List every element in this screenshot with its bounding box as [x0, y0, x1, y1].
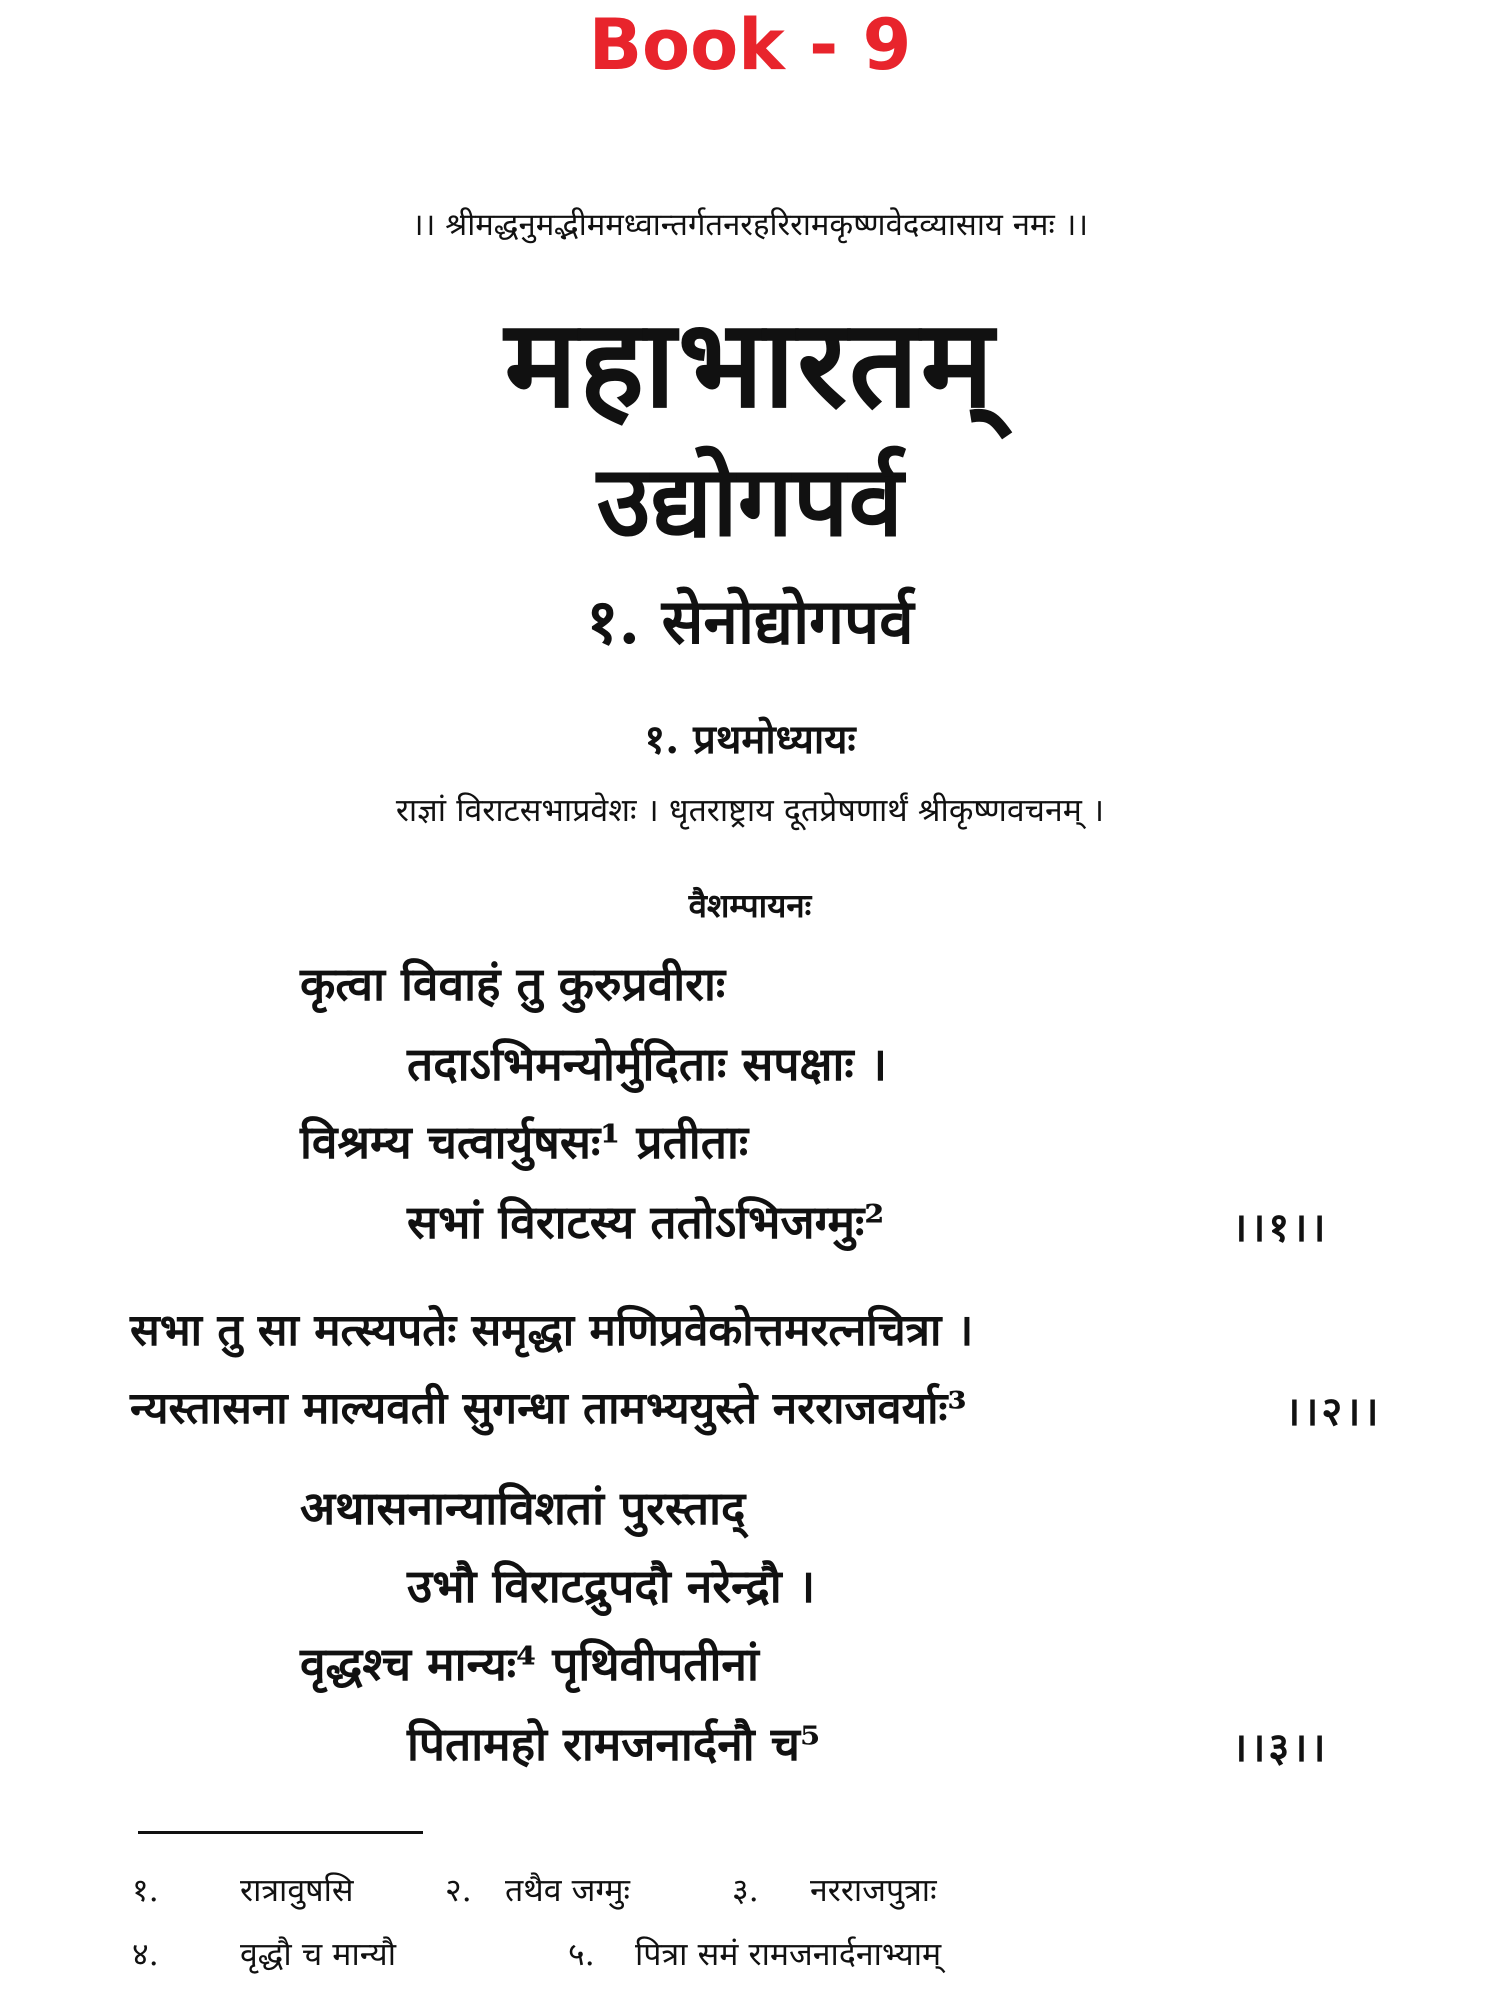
footnote-1-number: १.	[132, 1871, 159, 1909]
verse-1-line-2: तदाऽभिमन्योर्मुदिताः सपक्षाः ।	[407, 1037, 888, 1091]
book-label: Book - 9	[588, 4, 912, 86]
verse-1-line-3: विश्रम्य चत्वार्युषसः¹ प्रतीताः	[300, 1115, 749, 1169]
verse-1-line-4: सभां विराटस्य ततोऽभिजग्मुः²	[407, 1195, 885, 1249]
verse-3-line-1: अथासनान्याविशतां पुरस्ताद्	[300, 1481, 746, 1535]
section-title: १. सेनोद्योगपर्व	[586, 585, 914, 658]
footnote-4-number: ४.	[132, 1935, 159, 1973]
footnote-3-number: ३.	[732, 1871, 759, 1909]
speaker-name: वैशम्पायनः	[688, 886, 812, 925]
footnote-3-text: नरराजपुत्राः	[810, 1871, 937, 1909]
verse-3-line-4: पितामहो रामजनार्दनौ च⁵	[407, 1717, 821, 1771]
verse-3-number: ।।३।।	[1232, 1724, 1329, 1771]
verse-2-number: ।।२।।	[1285, 1388, 1382, 1435]
footnote-5-number: ५.	[568, 1935, 595, 1973]
verse-1-number: ।।१।।	[1232, 1204, 1329, 1251]
footnote-2-number: २.	[445, 1871, 472, 1909]
verse-1-line-1: कृत्वा विवाहं तु कुरुप्रवीराः	[300, 957, 726, 1011]
sub-title: उद्योगपर्व	[596, 444, 904, 559]
invocation-line: ।। श्रीमद्धनुमद्भीममध्वान्तर्गतनरहरिरामकृष्णवेदव्यासाय नमः ।।	[411, 207, 1089, 243]
footnote-1-text: रात्रावुषसि	[240, 1871, 354, 1909]
footnote-5-text: पित्रा समं रामजनार्दनाभ्याम्	[635, 1935, 942, 1973]
verse-3-line-2: उभौ विराटद्रुपदौ नरेन्द्रौ ।	[407, 1559, 816, 1613]
main-title: महाभारतम्	[504, 291, 996, 435]
footnote-4-text: वृद्धौ च मान्यौ	[240, 1935, 397, 1973]
verse-3-line-3: वृद्धश्च मान्यः⁴ पृथिवीपतीनां	[300, 1637, 759, 1691]
verse-2-line-1: सभा तु सा मत्स्यपतेः समृद्धा मणिप्रवेकोत्तमरत्नचित्रा ।	[130, 1305, 974, 1356]
chapter-title: १. प्रथमोध्यायः	[644, 716, 856, 763]
footnote-rule	[138, 1831, 423, 1834]
verse-2-line-2: न्यस्तासना माल्यवती सुगन्धा तामभ्ययुस्ते नरराजवर्याः³	[130, 1383, 967, 1434]
chapter-summary: राज्ञां विराटसभाप्रवेशः । धृतराष्ट्राय दूतप्रेषणार्थं श्रीकृष्णवचनम् ।	[395, 791, 1105, 829]
footnote-2-text: तथैव जग्मुः	[505, 1871, 630, 1909]
